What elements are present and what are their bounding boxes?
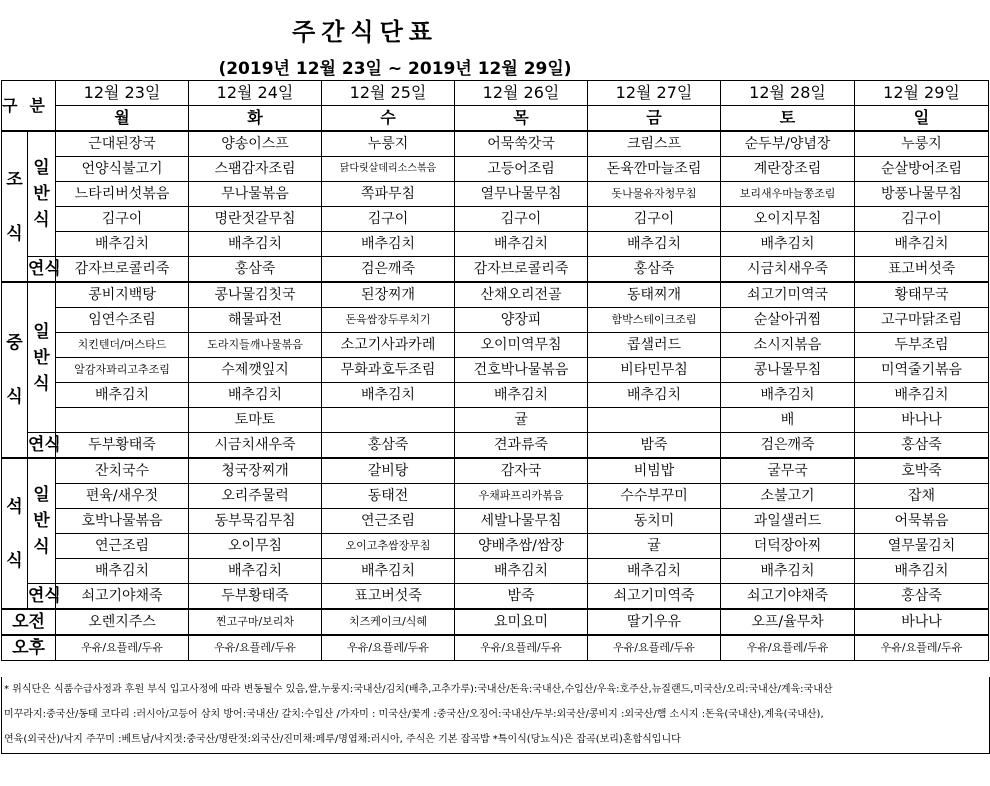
snack-cell: 우유/요플레/두유 — [322, 635, 455, 661]
notes-box — [1, 677, 990, 754]
day-cell: 목 — [455, 106, 588, 132]
lunch-soft-row — [2, 433, 989, 459]
soft-cell: 홍삼죽 — [189, 257, 322, 283]
menu-cell: 배추김치 — [855, 232, 989, 257]
menu-cell: 어묵볶음 — [855, 509, 989, 534]
menu-cell: 배추김치 — [455, 559, 588, 584]
lunch-row — [2, 333, 989, 358]
note-line: * 위식단은 식품수급사정과 후원 부식 입고사정에 따라 변동될수 있음,쌀,누룽지:국내산/김치(배추,고추가루):국내산/돈육:국내산,수입산/우육:호주산,뉴질랜드,미국산/오리:국내산/계육:국내산 — [4, 684, 833, 695]
menu-cell: 귤 — [455, 408, 588, 433]
menu-cell: 배추김치 — [588, 232, 721, 257]
weekly-menu-table — [1, 80, 989, 661]
menu-cell: 세발나물무침 — [455, 509, 588, 534]
date-cell: 12월 24일 — [189, 81, 322, 106]
dinner-soft-row — [2, 584, 989, 610]
general-label-char: 식 — [33, 537, 50, 557]
menu-cell: 소불고기 — [721, 484, 855, 509]
breakfast-row — [2, 232, 989, 257]
snack-cell: 치즈케이크/식혜 — [322, 609, 455, 635]
menu-cell: 연근조림 — [322, 509, 455, 534]
menu-cell: 비빔밥 — [588, 458, 721, 484]
menu-cell: 황태무국 — [855, 282, 989, 308]
dinner-soft-label: 연식 — [28, 584, 56, 610]
menu-cell: 동치미 — [588, 509, 721, 534]
snack-cell: 찐고구마/보리차 — [189, 609, 322, 635]
menu-cell: 건호박나물볶음 — [455, 358, 588, 383]
menu-cell: 명란젓갈무침 — [189, 207, 322, 232]
lunch-row — [2, 358, 989, 383]
menu-cell: 배추김치 — [721, 559, 855, 584]
meal-label-char: 석 — [6, 496, 23, 517]
meal-label-char: 식 — [6, 223, 23, 244]
soft-cell: 견과류죽 — [455, 433, 588, 459]
menu-cell: 언양식불고기 — [56, 157, 189, 182]
menu-cell: 두부조림 — [855, 333, 989, 358]
menu-cell: 굴무국 — [721, 458, 855, 484]
menu-cell: 김구이 — [588, 207, 721, 232]
menu-cell: 배추김치 — [721, 232, 855, 257]
menu-cell: 양배추쌈/쌈장 — [455, 534, 588, 559]
soft-cell: 쇠고기야채죽 — [56, 584, 189, 610]
lunch-general-label — [28, 282, 56, 433]
menu-cell: 귤 — [588, 534, 721, 559]
breakfast-row — [2, 131, 989, 157]
snack-cell: 오프/율무차 — [721, 609, 855, 635]
menu-cell: 배추김치 — [322, 383, 455, 408]
menu-cell: 과일샐러드 — [721, 509, 855, 534]
menu-cell: 누룽지 — [855, 131, 989, 157]
breakfast-row — [2, 157, 989, 182]
am_snack-row — [2, 609, 989, 635]
day-cell: 화 — [189, 106, 322, 132]
menu-cell: 배추김치 — [56, 383, 189, 408]
menu-cell: 호박죽 — [855, 458, 989, 484]
menu-cell: 비타민무침 — [588, 358, 721, 383]
menu-cell: 배추김치 — [455, 232, 588, 257]
day-cell: 토 — [721, 106, 855, 132]
dinner-row — [2, 559, 989, 584]
lunch-row — [2, 282, 989, 308]
page-title: 주간식단표 — [292, 18, 438, 46]
snack-cell: 우유/요플레/두유 — [189, 635, 322, 661]
menu-cell: 쪽파무침 — [322, 182, 455, 207]
menu-cell: 닭다릿살데리소스볶음 — [322, 157, 455, 182]
menu-cell: 김구이 — [855, 207, 989, 232]
menu-cell: 고구마닭조림 — [855, 308, 989, 333]
general-label-char: 일 — [33, 485, 50, 505]
dinner-meal-label — [2, 458, 28, 609]
date-cell: 12월 26일 — [455, 81, 588, 106]
lunch-row — [2, 408, 989, 433]
soft-cell: 홍삼죽 — [588, 257, 721, 283]
menu-cell: 잡채 — [855, 484, 989, 509]
lunch-row — [2, 308, 989, 333]
menu-cell: 오이무침 — [189, 534, 322, 559]
day-cell: 수 — [322, 106, 455, 132]
menu-cell: 해물파전 — [189, 308, 322, 333]
menu-cell: 배추김치 — [721, 383, 855, 408]
snack-cell: 우유/요플레/두유 — [588, 635, 721, 661]
menu-cell: 감자국 — [455, 458, 588, 484]
meal-label-char: 식 — [6, 387, 23, 407]
menu-cell: 미역줄기볶음 — [855, 358, 989, 383]
menu-cell: 수제깻잎지 — [189, 358, 322, 383]
menu-cell: 쇠고기미역국 — [721, 282, 855, 308]
soft-cell: 쇠고기야채죽 — [721, 584, 855, 610]
menu-cell: 소시지볶음 — [721, 333, 855, 358]
breakfast-row — [2, 182, 989, 207]
menu-cell: 연근조림 — [56, 534, 189, 559]
menu-cell: 보리새우마늘쫑조림 — [721, 182, 855, 207]
soft-cell: 시금치새우죽 — [189, 433, 322, 459]
day-cell: 금 — [588, 106, 721, 132]
menu-cell: 돗나물유자청무침 — [588, 182, 721, 207]
menu-cell: 열무물김치 — [855, 534, 989, 559]
date-row — [2, 81, 989, 106]
snack-cell: 우유/요플레/두유 — [721, 635, 855, 661]
dinner-row — [2, 484, 989, 509]
menu-cell: 순살방어조림 — [855, 157, 989, 182]
soft-cell: 홍삼죽 — [855, 584, 989, 610]
menu-cell: 콥샐러드 — [588, 333, 721, 358]
date-cell: 12월 23일 — [56, 81, 189, 106]
menu-cell: 콩나물김칫국 — [189, 282, 322, 308]
general-label-char: 일 — [33, 158, 50, 178]
menu-cell: 배추김치 — [189, 559, 322, 584]
snack-cell: 딸기우유 — [588, 609, 721, 635]
menu-cell: 도라지들깨나물볶음 — [189, 333, 322, 358]
menu-cell: 계란장조림 — [721, 157, 855, 182]
period-text: (2019년 12월 23일 ~ 2019년 12월 29일) — [218, 59, 572, 79]
snack-cell: 우유/요플레/두유 — [855, 635, 989, 661]
gubun-label: 구분 — [2, 81, 56, 132]
soft-cell: 검은깨죽 — [322, 257, 455, 283]
soft-cell: 감자브로콜리죽 — [56, 257, 189, 283]
menu-cell: 오이미역무침 — [455, 333, 588, 358]
note-line: 미꾸라지:중국산/동태 코다리 :러시아/고등어 삼치 방어:국내산/ 갈치:수입산 /가자미 : 미국산/꽃게 :중국산/오징어:국내산/두부:외국산/콩비지 :외국산/햄 소시지 :돈육(국내산),계육(국내산), — [4, 709, 824, 720]
menu-cell: 순두부/양념장 — [721, 131, 855, 157]
menu-cell: 된장찌개 — [322, 282, 455, 308]
menu-cell: 배추김치 — [189, 232, 322, 257]
menu-cell: 갈비탕 — [322, 458, 455, 484]
menu-cell: 수수부꾸미 — [588, 484, 721, 509]
soft-cell: 표고버섯죽 — [855, 257, 989, 283]
soft-cell: 두부황태죽 — [56, 433, 189, 459]
menu-cell: 임연수조림 — [56, 308, 189, 333]
menu-cell: 느타리버섯볶음 — [56, 182, 189, 207]
general-label-char: 식 — [33, 210, 50, 230]
menu-cell: 배추김치 — [56, 559, 189, 584]
dinner-row — [2, 509, 989, 534]
menu-cell: 어묵쑥갓국 — [455, 131, 588, 157]
menu-cell: 무나물볶음 — [189, 182, 322, 207]
breakfast-soft-row — [2, 257, 989, 283]
menu-cell: 배추김치 — [189, 383, 322, 408]
menu-cell: 돈육쌈장두루치기 — [322, 308, 455, 333]
menu-cell: 오이지무침 — [721, 207, 855, 232]
date-cell: 12월 27일 — [588, 81, 721, 106]
snack-cell: 우유/요플레/두유 — [56, 635, 189, 661]
menu-cell: 양장피 — [455, 308, 588, 333]
lunch-row — [2, 383, 989, 408]
menu-cell — [56, 408, 189, 433]
soft-cell: 두부황태죽 — [189, 584, 322, 610]
soft-cell: 감자브로콜리죽 — [455, 257, 588, 283]
menu-cell: 방풍나물무침 — [855, 182, 989, 207]
am_snack-label: 오전 — [2, 609, 56, 635]
menu-cell: 우채파프리카볶음 — [455, 484, 588, 509]
menu-cell: 크림스프 — [588, 131, 721, 157]
meal-label-char: 식 — [6, 550, 23, 571]
menu-cell: 배추김치 — [588, 559, 721, 584]
date-cell: 12월 29일 — [855, 81, 989, 106]
general-label-char: 일 — [33, 321, 50, 342]
day-row — [2, 106, 989, 132]
menu-cell: 순살아귀찜 — [721, 308, 855, 333]
menu-cell: 근대된장국 — [56, 131, 189, 157]
dinner-row — [2, 534, 989, 559]
breakfast-soft-label: 연식 — [28, 257, 56, 283]
general-label-char: 반 — [33, 511, 50, 531]
menu-cell: 바나나 — [855, 408, 989, 433]
menu-cell: 편육/새우젓 — [56, 484, 189, 509]
date-cell: 12월 28일 — [721, 81, 855, 106]
soft-cell: 홍삼죽 — [855, 433, 989, 459]
menu-cell: 배 — [721, 408, 855, 433]
day-cell: 월 — [56, 106, 189, 132]
meal-label-char: 중 — [6, 333, 23, 353]
menu-cell: 누룽지 — [322, 131, 455, 157]
menu-cell: 토마토 — [189, 408, 322, 433]
menu-cell: 배추김치 — [855, 559, 989, 584]
menu-cell: 김구이 — [455, 207, 588, 232]
general-label-char: 반 — [33, 347, 50, 368]
menu-cell — [588, 408, 721, 433]
menu-cell: 고등어조림 — [455, 157, 588, 182]
snack-cell: 바나나 — [855, 609, 989, 635]
menu-cell: 더덕장아찌 — [721, 534, 855, 559]
menu-cell: 산채오리전골 — [455, 282, 588, 308]
menu-cell: 무화과호두조림 — [322, 358, 455, 383]
snack-cell: 우유/요플레/두유 — [455, 635, 588, 661]
meal-label-char: 조 — [6, 169, 23, 190]
menu-cell: 소고기사과카레 — [322, 333, 455, 358]
menu-cell: 함박스테이크조림 — [588, 308, 721, 333]
day-cell: 일 — [855, 106, 989, 132]
general-label-char: 식 — [33, 373, 50, 394]
soft-cell: 밤죽 — [588, 433, 721, 459]
soft-cell: 쇠고기미역죽 — [588, 584, 721, 610]
menu-cell: 동태찌개 — [588, 282, 721, 308]
menu-cell: 콩나물무침 — [721, 358, 855, 383]
menu-cell: 스팸감자조림 — [189, 157, 322, 182]
breakfast-meal-label — [2, 131, 28, 282]
menu-cell: 돈육깐마늘조림 — [588, 157, 721, 182]
menu-cell: 청국장찌개 — [189, 458, 322, 484]
menu-cell: 동태전 — [322, 484, 455, 509]
pm_snack-label: 오후 — [2, 635, 56, 661]
dinner-general-label — [28, 458, 56, 584]
menu-cell: 배추김치 — [322, 559, 455, 584]
breakfast-row — [2, 207, 989, 232]
menu-cell: 배추김치 — [855, 383, 989, 408]
menu-cell: 김구이 — [56, 207, 189, 232]
menu-cell: 콩비지백탕 — [56, 282, 189, 308]
menu-cell: 양송이스프 — [189, 131, 322, 157]
menu-cell: 알감자꽈리고추조림 — [56, 358, 189, 383]
menu-cell: 배추김치 — [56, 232, 189, 257]
menu-cell: 치킨텐더/머스타드 — [56, 333, 189, 358]
snack-cell: 오렌지주스 — [56, 609, 189, 635]
soft-cell: 홍삼죽 — [322, 433, 455, 459]
lunch-meal-label — [2, 282, 28, 458]
menu-cell: 잔치국수 — [56, 458, 189, 484]
menu-cell: 호박나물볶음 — [56, 509, 189, 534]
menu-cell: 열무나물무침 — [455, 182, 588, 207]
dinner-row — [2, 458, 989, 484]
pm_snack-row — [2, 635, 989, 661]
menu-cell — [322, 408, 455, 433]
breakfast-general-label — [28, 131, 56, 257]
date-cell: 12월 25일 — [322, 81, 455, 106]
menu-cell: 배추김치 — [322, 232, 455, 257]
menu-cell: 오리주물럭 — [189, 484, 322, 509]
menu-cell: 동부묵김무침 — [189, 509, 322, 534]
soft-cell: 시금치새우죽 — [721, 257, 855, 283]
menu-cell: 오이고추쌈장무침 — [322, 534, 455, 559]
soft-cell: 표고버섯죽 — [322, 584, 455, 610]
snack-cell: 요미요미 — [455, 609, 588, 635]
note-line: 연육(외국산)/낙지 주꾸미 :베트남/낙지젓:중국산/명란젓:외국산/진미채:페루/명엽채:러시아, 주식은 기본 잡곡밥 *특이식(당뇨식)은 잡곡(보리)혼합식입니다 — [4, 734, 681, 745]
menu-cell: 배추김치 — [588, 383, 721, 408]
menu-cell: 배추김치 — [455, 383, 588, 408]
lunch-soft-label: 연식 — [28, 433, 56, 459]
soft-cell: 밤죽 — [455, 584, 588, 610]
soft-cell: 검은깨죽 — [721, 433, 855, 459]
menu-cell: 김구이 — [322, 207, 455, 232]
general-label-char: 반 — [33, 184, 50, 204]
